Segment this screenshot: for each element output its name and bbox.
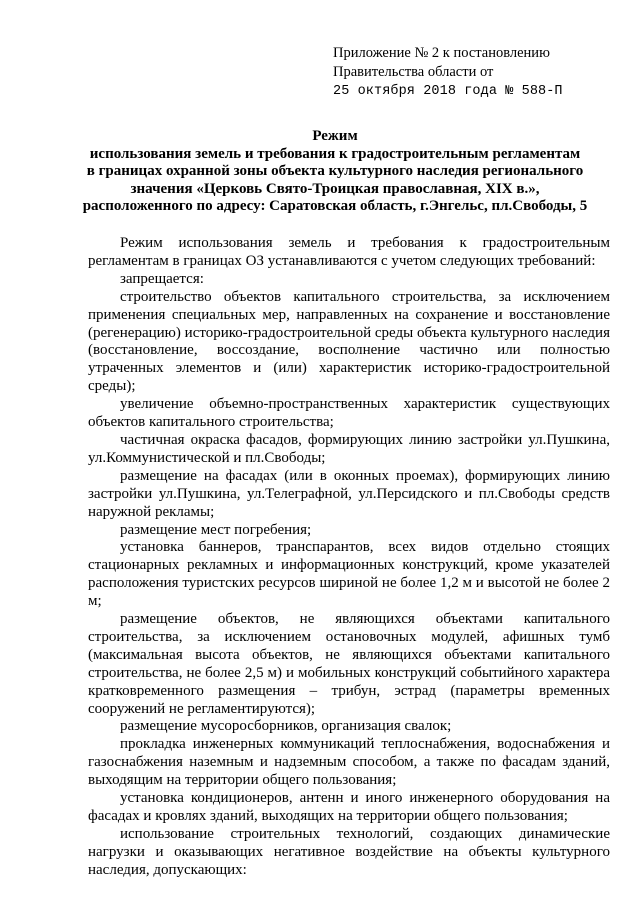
paragraph-item: частичная окраска фасадов, формирующих линию застройки ул.Пушкина, ул.Коммунистической и пл.Свободы; [88, 431, 610, 466]
title-line-2: использования земель и требования к градостроительным регламентам [89, 145, 581, 162]
paragraph-intro: Режим использования земель и требования к градостроительным регламентам в границах ОЗ устанавливаются с учетом следующих требований: [88, 235, 610, 269]
paragraph-item: установка баннеров, транспарантов, всех видов отдельно стоящих стационарных рекламных и информационных конструкций, кроме указателей расположения туристских ресурсов шириной не более 1,2 м и высотой не более 2 м; [88, 539, 610, 610]
document-body [88, 235, 610, 880]
title-line-5: расположенного по адресу: Саратовская область, г.Энгельс, пл.Свободы, 5 [82, 198, 588, 215]
title-line-4: значения «Церковь Свято-Троицкая православная, XIX в.», [130, 180, 540, 197]
appendix-header [333, 44, 623, 101]
paragraph-item: использование строительных технологий, создающих динамические нагрузки и оказывающих негативное воздействие на объекты культурного наследия, допускающих: [88, 825, 610, 878]
appendix-line-1: Приложение № 2 к постановлению [333, 45, 550, 61]
paragraph-prohibited: запрещается: [120, 270, 204, 287]
title-line-3: в границах охранной зоны объекта культурного наследия регионального [86, 163, 584, 180]
document-title [70, 128, 600, 216]
paragraph-item: размещение мусоросборников, организация свалок; [120, 718, 452, 735]
paragraph-item: размещение на фасадах (или в оконных проемах), формирующих линию застройки ул.Пушкина, ул.Телеграфной, ул.Персидского и пл.Свободы средств наружной рекламы; [88, 467, 610, 520]
paragraph-item: увеличение объемно-пространственных характеристик существующих объектов капитального строительства; [88, 396, 610, 431]
paragraph-item: строительство объектов капитального строительства, за исключением применения специальных мер, направленных на сохранение и восстановление (регенерацию) историко-градостроительной среды объекта культурного наследия (восстановление, воссоздание, восполнение частично или полностью утраченных элементов и (или) характеристик историко-градостроительной среды); [88, 288, 610, 395]
paragraph-item: установка кондиционеров, антенн и иного инженерного оборудования на фасадах и кровлях зданий, выходящих на территории общего пользования; [88, 790, 610, 824]
paragraph-item: прокладка инженерных коммуникаций теплоснабжения, водоснабжения и газоснабжения наземным и надземным способом, а также по фасадам зданий, выходящим на территории общего пользования; [88, 736, 610, 789]
title-line-1: Режим [312, 128, 358, 144]
appendix-line-2: Правительства области от [333, 64, 494, 80]
paragraph-item: размещение объектов, не являющихся объектами капитального строительства, за исключением остановочных модулей, афишных тумб (максимальная высота объектов, не являющихся объектами капитального строительства, не более 2,5 м) и мобильных конструкций событийного характера кратковременного размещения – трибун, эстрад (параметры временных сооружений не регламентируются); [88, 611, 610, 717]
appendix-date-number: 25 октября 2018 года № 588-П [333, 84, 563, 99]
paragraph-item: размещение мест погребения; [120, 521, 312, 538]
